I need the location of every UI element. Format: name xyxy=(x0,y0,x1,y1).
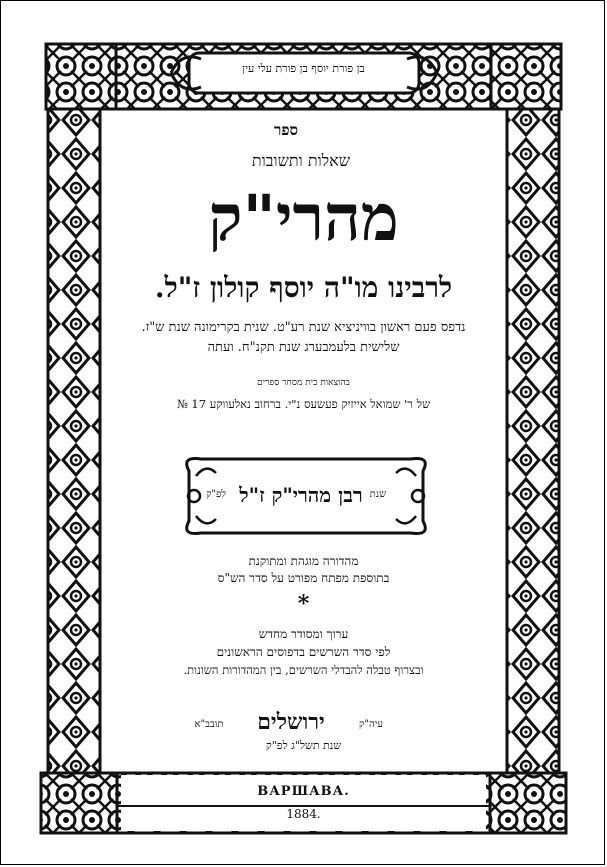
censor-year: 1884. xyxy=(286,807,321,821)
banner-title: רבן מהרי"ק ז"ל xyxy=(239,483,363,507)
edition-line1: מהדורה מוגהת ומתוקנת xyxy=(248,554,359,568)
sefer-label: ספר xyxy=(273,121,299,139)
edition-line2: בתוספת מפתח מפורט על סדר הש"ס xyxy=(217,571,390,585)
top-banner-text: בן פורת יוסף בן פורת עלי עין xyxy=(242,62,365,75)
printing-history-line1: נדפס פעם ראשון בוויניציא שנת רע"ט. שנית בקרימונה שנת ש"ז. xyxy=(141,320,466,335)
banner-prefix: שנת xyxy=(369,489,387,500)
city-name: ירושלים xyxy=(257,709,325,735)
publication-year: שנת תשל"ג לפ"ק xyxy=(265,739,342,752)
main-title: מהרי"ק xyxy=(208,181,399,256)
author-line: לרבינו מו"ה יוסף קולון ז"ל. xyxy=(154,271,453,304)
publisher-intro: בהוצאות בית מסחר ספרים xyxy=(257,378,350,388)
arrangement-line3: ובצרוף טבלה להבדלי השרשים, בין המהדורות השונות. xyxy=(183,663,424,677)
arrangement-line1: ערוך ומסודר מחדש xyxy=(258,627,349,641)
censor-city: ВАРШАВА. xyxy=(257,784,350,799)
city-suffix: תובב"א xyxy=(194,719,224,730)
arrangement-line2: לפי סדר השרשים בדפוסים הראשונים xyxy=(216,645,391,659)
subtitle: שאלות ותשובות xyxy=(251,151,351,170)
star-divider: * xyxy=(297,591,310,617)
printing-history-line2: שלישית בלעמבערג שנת תקנ"ח. ועתה xyxy=(207,340,400,355)
banner-suffix: לפ"ק xyxy=(206,489,226,500)
publisher-line: של ר' שמואל אייזיק פעשעס נ"י. ברחוב נאלעווקע 17 № xyxy=(176,397,431,411)
city-prefix: עיה"ק xyxy=(359,719,383,730)
